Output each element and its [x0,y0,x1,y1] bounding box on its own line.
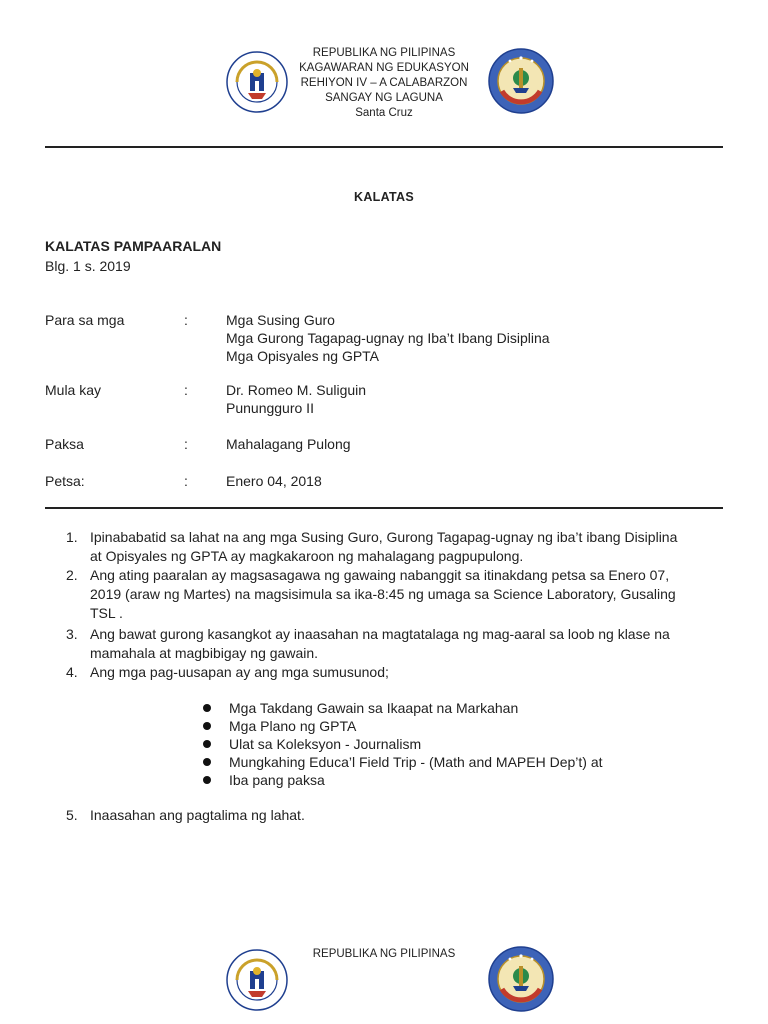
footer-letterhead [284,947,484,962]
header-divider [45,146,723,148]
deped-seal-icon [226,949,288,1011]
bullet-text: Ulat sa Koleksyon - Journalism [229,736,422,752]
memo-to-label: Para sa mga [45,312,125,328]
item-text [90,528,730,566]
item-number: 3. [66,626,78,642]
footer-line-republic: REPUBLIKA NG PILIPINAS [312,948,456,960]
bullet-dot-icon [203,722,211,730]
bullet-text: Mga Takdang Gawain sa Ikaapat na Markahan [229,700,519,716]
bullet-text: Iba pang paksa [229,772,325,788]
memo-subject-label: Paksa [45,436,84,452]
division-seal-icon [488,946,554,1012]
item-number: 2. [66,567,78,583]
memo-colon: : [184,382,188,398]
memo-date-value [226,472,706,490]
deped-seal-icon [226,51,288,113]
item-text-line: mamahala at magbibigay ng gawain. [90,645,319,661]
letterhead-line-region: REHIYON IV – A CALABARZON [300,77,468,89]
item-text-line: Ang ating paaralan ay magsasagawa ng gawaing nabanggit sa itinakdang petsa sa Enero 07, [90,567,670,583]
item-number: 5. [66,807,78,823]
item-text [90,625,730,663]
item-text-line: Inaasahan ang pagtalima ng lahat. [90,807,305,823]
memo-from-value: Dr. Romeo M. Suliguin [226,382,367,398]
memo-colon: : [184,473,188,489]
laguna-seal-top [488,48,554,114]
memo-series-number: Blg. 1 s. 2019 [45,258,131,274]
item-text-line: at Opisyales ng GPTA ay magkakaroon ng mahalagang pagpupulong. [90,548,524,564]
memo-series-title: KALATAS PAMPAARALAN [45,238,222,254]
letterhead [284,46,484,121]
item-text [90,663,730,682]
bullet-dot-icon [203,740,211,748]
letterhead-line-department: KAGAWARAN NG EDUKASYON [299,62,469,74]
item-text [90,566,730,623]
bullet-text: Mga Plano ng GPTA [229,718,357,734]
deped-seal-bottom [226,949,288,1011]
bullet-dot-icon [203,776,211,784]
letterhead-line-republic: REPUBLIKA NG PILIPINAS [312,47,456,59]
document-title: KALATAS [354,190,414,204]
memo-date-text: Enero 04, 2018 [226,473,322,489]
memo-to-values [226,311,706,365]
item-number: 1. [66,529,78,545]
memo-colon: : [184,436,188,452]
bullet-dot-icon [203,704,211,712]
division-seal-icon [488,48,554,114]
memo-to-value: Mga Opisyales ng GPTA [226,348,380,364]
item-text-line: Ang mga pag-uusapan ay ang mga sumusunod; [90,664,389,680]
item-number: 4. [66,664,78,680]
memo-subject-text: Mahalagang Pulong [226,436,351,452]
memo-to-value: Mga Susing Guro [226,312,335,328]
memo-subject-value [226,435,706,453]
item-text-line: 2019 (araw ng Martes) na magsisimula sa ika-8:45 ng umaga sa Science Laboratory, Gusaling [90,586,676,602]
memo-colon: : [184,312,188,328]
letterhead-line-division: SANGAY NG LAGUNA [325,92,443,104]
memo-from-value: Punungguro II [226,400,314,416]
memo-date-label: Petsa: [45,473,85,489]
item-text-line: Ang bawat gurong kasangkot ay inaasahan na magtatalaga ng mag-aaral sa loob ng klase na [90,626,670,642]
memo-to-value: Mga Gurong Tagapag-ugnay ng Iba’t Ibang Disiplina [226,330,550,346]
bullet-text: Mungkahing Educa’l Field Trip - (Math and MAPEH Dep’t) at [229,754,603,770]
item-text-line: Ipinababatid sa lahat na ang mga Susing Guro, Gurong Tagapag-ugnay ng iba’t ibang Disiplina [90,529,678,545]
deped-seal-top [226,51,288,113]
item-text-line: TSL . [90,605,123,621]
item-text [90,806,730,825]
memo-from-label: Mula kay [45,382,102,398]
bullet-dot-icon [203,758,211,766]
memo-divider [45,507,723,509]
laguna-seal-bottom [488,946,554,1012]
memo-from-values [226,381,706,417]
letterhead-line-city: Santa Cruz [355,107,413,119]
